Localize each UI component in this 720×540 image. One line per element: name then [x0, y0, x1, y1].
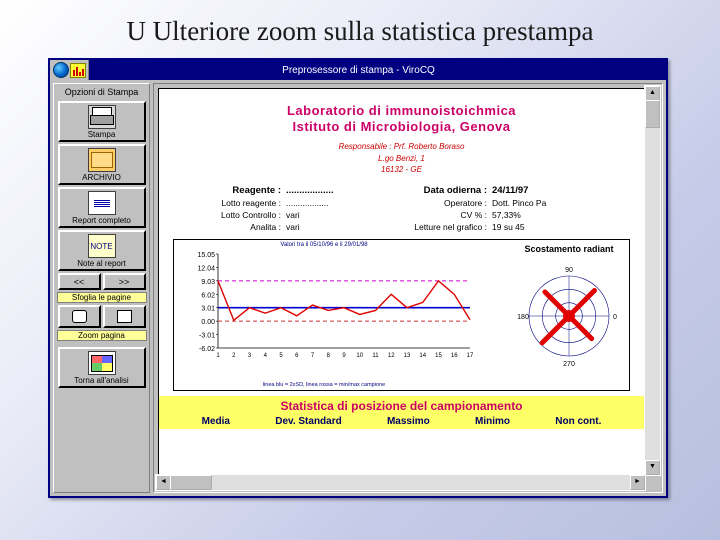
bar-chart-icon [70, 63, 86, 78]
field-analita [173, 222, 383, 232]
horizontal-scroll-thumb[interactable] [170, 475, 212, 490]
sidebar-title: Opzioni di Stampa [64, 87, 139, 97]
scroll-right-button[interactable]: ► [630, 475, 645, 490]
printer-icon [88, 105, 116, 129]
prev-page-button[interactable] [58, 273, 101, 290]
vertical-scroll-thumb[interactable] [645, 100, 660, 128]
svg-text:1: 1 [216, 352, 220, 359]
line-chart-title: Valori tra il 05/10/96 e il 29/01/98 [280, 241, 368, 248]
back-to-analysis-label: Torna all'analisi [74, 376, 129, 385]
field-data-odierna [383, 185, 630, 196]
field-label: Reagente : [232, 184, 281, 196]
window-body [50, 80, 666, 496]
stat-col-dev-standard: Dev. Standard [275, 415, 342, 427]
field-lotto-reagente [173, 198, 383, 208]
report-responsible: Responsabile : Prf. Roberto Boraso [338, 142, 465, 151]
field-label: Operatore : [444, 197, 487, 208]
report-fields-left [173, 185, 383, 232]
line-chart-svg [174, 248, 474, 373]
window-title: Preprosessore di stampa - ViroCQ [282, 64, 435, 76]
sidebar-item-label: Note al report [77, 259, 126, 268]
zoom-out-icon [72, 310, 87, 323]
report-page [158, 88, 645, 475]
svg-text:270: 270 [563, 360, 575, 368]
svg-text:6.02: 6.02 [201, 292, 215, 300]
stat-col-non-cont: Non cont. [555, 415, 602, 427]
vertical-scrollbar[interactable] [644, 85, 661, 476]
svg-text:10: 10 [356, 352, 364, 359]
field-label: Lotto reagente : [221, 197, 281, 208]
polar-chart-svg [474, 254, 645, 379]
sidebar-item-label: Report completo [72, 216, 131, 225]
archive-icon [88, 148, 116, 172]
report-responsible-block [173, 141, 630, 176]
field-value: 57,33% [492, 209, 521, 220]
field-value: .................. [286, 197, 329, 208]
zoom-row [58, 305, 146, 328]
scrollbar-corner [646, 476, 661, 491]
sidebar [53, 83, 150, 493]
field-value: Dott. Pinco Pa [492, 197, 547, 208]
horizontal-scrollbar[interactable] [155, 474, 646, 491]
field-value: vari [286, 209, 300, 220]
field-label: Data odierna : [423, 184, 487, 196]
zoom-caption: Zoom pagina [57, 330, 147, 341]
field-operatore [383, 198, 630, 208]
svg-text:15.05: 15.05 [197, 251, 215, 259]
svg-text:11: 11 [372, 352, 379, 359]
svg-text:9: 9 [342, 352, 346, 359]
sidebar-item-archivio[interactable] [58, 144, 146, 185]
line-chart [174, 240, 474, 390]
document-icon [88, 191, 116, 215]
stat-col-minimo: Minimo [475, 415, 511, 427]
report-fields-right [383, 185, 630, 232]
field-label: Letture nel grafico : [414, 221, 487, 232]
next-page-button[interactable] [103, 273, 146, 290]
scroll-left-button[interactable]: ◄ [156, 475, 171, 490]
stat-col-massimo: Massimo [386, 415, 430, 427]
svg-text:14: 14 [419, 352, 427, 359]
scroll-down-button[interactable]: ▼ [645, 460, 660, 475]
svg-text:0.00: 0.00 [201, 318, 215, 326]
svg-text:7: 7 [310, 352, 315, 359]
field-letture-nel-grafico [383, 222, 630, 232]
sidebar-item-note-al-report[interactable] [58, 230, 146, 271]
svg-text:5: 5 [279, 352, 283, 359]
svg-text:-3.01: -3.01 [199, 332, 215, 340]
svg-text:15: 15 [435, 352, 442, 359]
report-city: 16132 - GE [381, 165, 422, 175]
field-cv-percent [383, 210, 630, 220]
field-label: Analita : [250, 221, 281, 232]
field-label: CV % : [460, 209, 487, 220]
next-page-label: >> [118, 277, 130, 287]
stat-banner-columns [159, 416, 644, 427]
sidebar-item-label: ARCHIVIO [82, 173, 121, 182]
svg-text:6: 6 [295, 352, 299, 359]
zoom-out-button[interactable] [58, 305, 101, 328]
svg-text:4: 4 [263, 352, 267, 359]
back-to-analysis-button[interactable] [58, 347, 146, 388]
svg-text:3.01: 3.01 [201, 305, 215, 313]
charts-row [173, 239, 630, 391]
report-content [159, 89, 644, 429]
prev-page-label: << [73, 277, 85, 287]
polar-chart-title: Scostamento radiant [524, 243, 614, 254]
field-value: vari [286, 221, 300, 232]
svg-text:0: 0 [613, 313, 617, 321]
page-nav-caption: Sfoglia le pagine [57, 292, 147, 303]
svg-text:12.04: 12.04 [197, 265, 215, 273]
stat-banner [159, 396, 644, 429]
globe-icon [53, 62, 69, 78]
svg-text:180: 180 [517, 313, 529, 321]
field-value: 24/11/97 [492, 184, 529, 196]
svg-text:16: 16 [450, 352, 458, 359]
svg-text:-6.02: -6.02 [199, 345, 215, 353]
note-icon: NOTE [88, 234, 116, 258]
application-window [48, 58, 668, 498]
svg-text:9.03: 9.03 [201, 278, 215, 286]
app-chart-icon [50, 60, 89, 80]
report-fields [173, 185, 630, 232]
report-title-line2: Istituto di Microbiologia, Genova [292, 119, 511, 134]
svg-text:3: 3 [247, 352, 252, 359]
field-label: Lotto Controllo : [220, 209, 281, 220]
slide-title: U Ulteriore zoom sulla statistica prestampa [126, 16, 594, 46]
field-value: 19 su 45 [492, 221, 525, 232]
svg-text:2: 2 [232, 352, 236, 359]
line-chart-footnote: linea blu = 2xSD, linea rossa = min/max campione [262, 381, 386, 388]
polar-chart [474, 240, 645, 390]
report-title-line1: Laboratorio di immunoistoichmica [286, 103, 517, 118]
stat-banner-title: Statistica di posizione del campionamento [280, 398, 523, 413]
scroll-up-button[interactable]: ▲ [645, 86, 660, 101]
report-address: L.go Benzi, 1 [378, 153, 425, 163]
sidebar-item-stampa[interactable] [58, 101, 146, 142]
analysis-icon [88, 351, 116, 375]
svg-text:8: 8 [326, 352, 330, 359]
svg-text:17: 17 [466, 352, 474, 359]
sidebar-item-report-completo[interactable] [58, 187, 146, 228]
zoom-in-icon [117, 310, 132, 323]
svg-text:12: 12 [387, 352, 395, 359]
document-viewport [153, 83, 663, 493]
field-lotto-controllo [173, 210, 383, 220]
svg-text:90: 90 [565, 266, 573, 274]
zoom-in-button[interactable] [103, 305, 146, 328]
window-titlebar[interactable] [50, 60, 666, 80]
field-reagente [173, 185, 383, 196]
sidebar-item-label: Stampa [87, 130, 116, 139]
svg-text:13: 13 [403, 352, 411, 359]
page-nav-row [58, 273, 146, 290]
field-value: .................. [286, 184, 334, 196]
stat-col-media: Media [201, 415, 230, 427]
